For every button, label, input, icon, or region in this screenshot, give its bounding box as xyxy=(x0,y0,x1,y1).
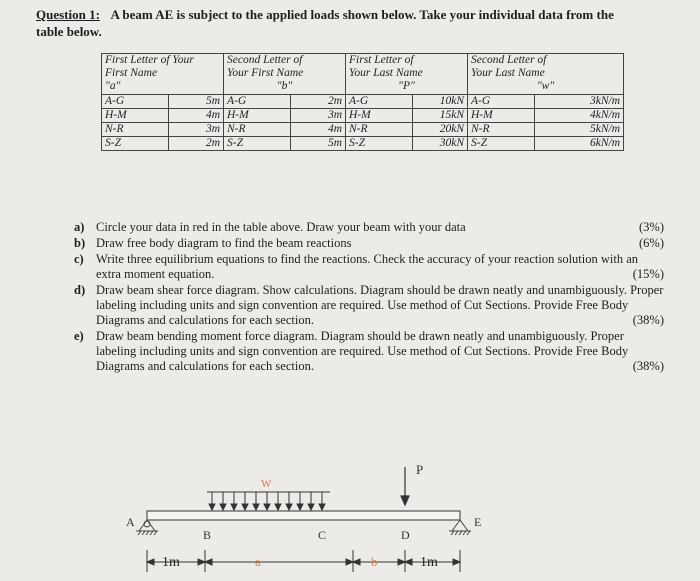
task-item: c) Write three equilibrium equations to find the reactions. Check the accuracy of your reaction solution with an extra moment equation. (15%) xyxy=(74,252,664,281)
cell-b-value: 3m xyxy=(291,109,346,123)
cell-w-range: A-G xyxy=(468,95,535,109)
cell-a-value: 4m xyxy=(169,109,224,123)
header-b: Second Letter of Your First Name "b" xyxy=(224,54,346,95)
cell-b-range: H-M xyxy=(224,109,291,123)
header-a: First Letter of Your First Name "a" xyxy=(102,54,224,95)
cell-a-range: A-G xyxy=(102,95,169,109)
point-e-label: E xyxy=(474,515,482,529)
support-a xyxy=(136,520,158,535)
cell-p-value: 10kN xyxy=(413,95,468,109)
cell-w-value: 3kN/m xyxy=(535,95,624,109)
header-p: First Letter of Your Last Name "P" xyxy=(346,54,468,95)
point-d-label: D xyxy=(401,528,410,542)
point-a-label: A xyxy=(126,515,135,529)
cell-p-range: A-G xyxy=(346,95,413,109)
question-text-cont: table below. xyxy=(36,24,102,39)
support-e xyxy=(449,520,471,535)
cell-b-range: N-R xyxy=(224,123,291,137)
header-w: Second Letter of Your Last Name "w" xyxy=(468,54,624,95)
dim-1m-left: 1m xyxy=(162,555,180,570)
cell-b-value: 4m xyxy=(291,123,346,137)
cell-w-range: N-R xyxy=(468,123,535,137)
cell-p-range: N-R xyxy=(346,123,413,137)
question-text: A beam AE is subject to the applied loads shown below. Take your individual data from the xyxy=(110,7,614,22)
cell-a-range: S-Z xyxy=(102,137,169,151)
cell-a-value: 2m xyxy=(169,137,224,151)
cell-w-range: S-Z xyxy=(468,137,535,151)
cell-w-range: H-M xyxy=(468,109,535,123)
cell-a-range: N-R xyxy=(102,123,169,137)
task-item: d) Draw beam shear force diagram. Show calculations. Diagram should be drawn neatly and unambiguously. Proper labeling including units and sign convention are required. Use method of Cut Sections. Provide Free Body Diagrams and calculations for each section. (38%) xyxy=(74,283,664,327)
cell-b-range: A-G xyxy=(224,95,291,109)
distributed-load xyxy=(207,492,330,510)
load-p-label: P xyxy=(416,462,424,477)
load-w-label: W xyxy=(261,478,272,490)
cell-b-value: 5m xyxy=(291,137,346,151)
cell-p-value: 15kN xyxy=(413,109,468,123)
task-item: b) (6%) Draw free body diagram to find the beam reactions xyxy=(74,236,664,250)
cell-p-range: S-Z xyxy=(346,137,413,151)
cell-w-value: 4kN/m xyxy=(535,109,624,123)
beam-body xyxy=(147,511,460,520)
dim-b: b xyxy=(371,554,378,569)
task-item: e) Draw beam bending moment force diagram. Diagram should be drawn neatly and unambiguously. Proper labeling including units and sign convention are required. Use method of Cut Sections. Provide Free Body Diagrams and calculations for each section. (38%) xyxy=(74,329,664,373)
dim-a: a xyxy=(255,554,261,569)
cell-a-value: 5m xyxy=(169,95,224,109)
point-b-label: B xyxy=(203,528,212,542)
dim-1m-right: 1m xyxy=(420,555,438,570)
cell-p-range: H-M xyxy=(346,109,413,123)
question-label: Question 1: xyxy=(36,7,100,22)
point-load xyxy=(401,467,409,505)
dimension-line xyxy=(147,550,460,572)
cell-w-value: 6kN/m xyxy=(535,137,624,151)
task-item: a) (3%) Circle your data in red in the table above. Draw your beam with your data xyxy=(74,220,664,234)
cell-w-value: 5kN/m xyxy=(535,123,624,137)
cell-a-range: H-M xyxy=(102,109,169,123)
cell-a-value: 3m xyxy=(169,123,224,137)
cell-b-value: 2m xyxy=(291,95,346,109)
cell-p-value: 30kN xyxy=(413,137,468,151)
cell-b-range: S-Z xyxy=(224,137,291,151)
point-c-label: C xyxy=(318,528,327,542)
cell-p-value: 20kN xyxy=(413,123,468,137)
